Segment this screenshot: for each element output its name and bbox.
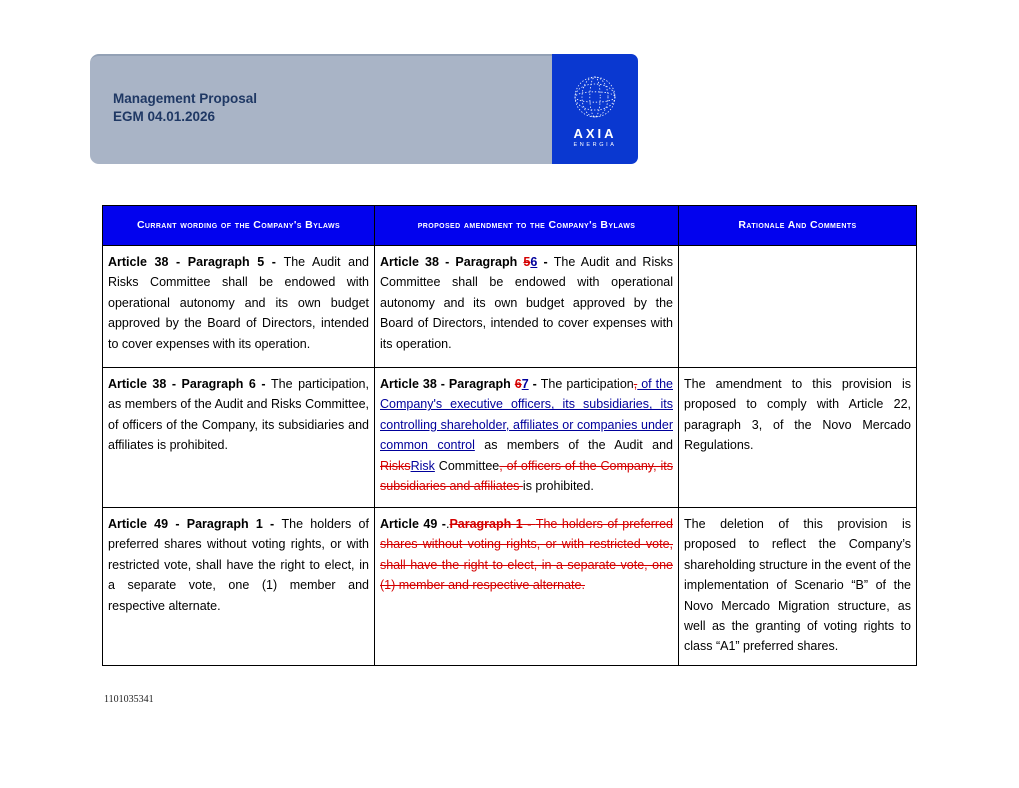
header-banner: [90, 54, 638, 164]
cell-current: Article 49 - Paragraph 1 - The holders of preferred shares without voting rights, or with restricted vote, shall have the right to elect, in a separate vote, one (1) member and respective alternate.: [103, 508, 375, 666]
document-number: 1101035341: [104, 694, 154, 705]
table-row: [103, 508, 917, 666]
col-header-current: Currant wording of the Company's Bylaws: [103, 206, 375, 246]
cell-current: Article 38 - Paragraph 6 - The participation, as members of the Audit and Risks Committee, of officers of the Company, its subsidiaries and affiliates is prohibited.: [103, 368, 375, 508]
title-banner: [90, 54, 552, 164]
col-header-proposed: proposed amendment to the Company's Bylaws: [375, 206, 679, 246]
egm-date: EGM 04.01.2026: [113, 109, 216, 124]
cell-rationale: The amendment to this provision is proposed to comply with Article 22, paragraph 3, of the Novo Mercado Regulations.: [679, 368, 917, 508]
table-header-row: [103, 206, 917, 246]
cell-proposed: Article 49 -.Paragraph 1 - The holders of preferred shares without voting rights, or with restricted vote, shall have the right to elect, in a separate vote, one (1) member and respective alternate.: [375, 508, 679, 666]
col-header-rationale: Rationale And Comments: [679, 206, 917, 246]
globe-icon: [569, 71, 621, 127]
logo-subtitle: ENERGIA: [573, 141, 617, 148]
logo-wordmark: AXIA: [573, 125, 617, 141]
cell-proposed: Article 38 - Paragraph 67 - The participation, of the Company's executive officers, its subsidiaries, its controlling shareholder, affiliates or companies under common control as members of the Audit and RisksRisk Committee, of officers of the Company, its subsidiaries and affiliates is prohibited.: [375, 368, 679, 508]
page-title: Management Proposal: [113, 91, 258, 106]
cell-rationale: The deletion of this provision is proposed to reflect the Company’s shareholding structure in the event of the implementation of Scenario “B” of the Novo Mercado Migration structure, as well as the granting of voting rights to class “A1” preferred shares.: [679, 508, 917, 666]
cell-current: Article 38 - Paragraph 5 - The Audit and Risks Committee shall be endowed with operational autonomy and its own budget approved by the Board of Directors, intended to cover expenses with its operation.: [103, 246, 375, 368]
cell-rationale: [679, 246, 917, 368]
company-logo: [552, 54, 638, 164]
cell-proposed: Article 38 - Paragraph 56 - The Audit and Risks Committee shall be endowed with operational autonomy and its own budget approved by the Board of Directors, intended to cover expenses with its operation.: [375, 246, 679, 368]
table-row: [103, 246, 917, 368]
bylaws-comparison-table: [102, 205, 917, 666]
table-row: [103, 368, 917, 508]
